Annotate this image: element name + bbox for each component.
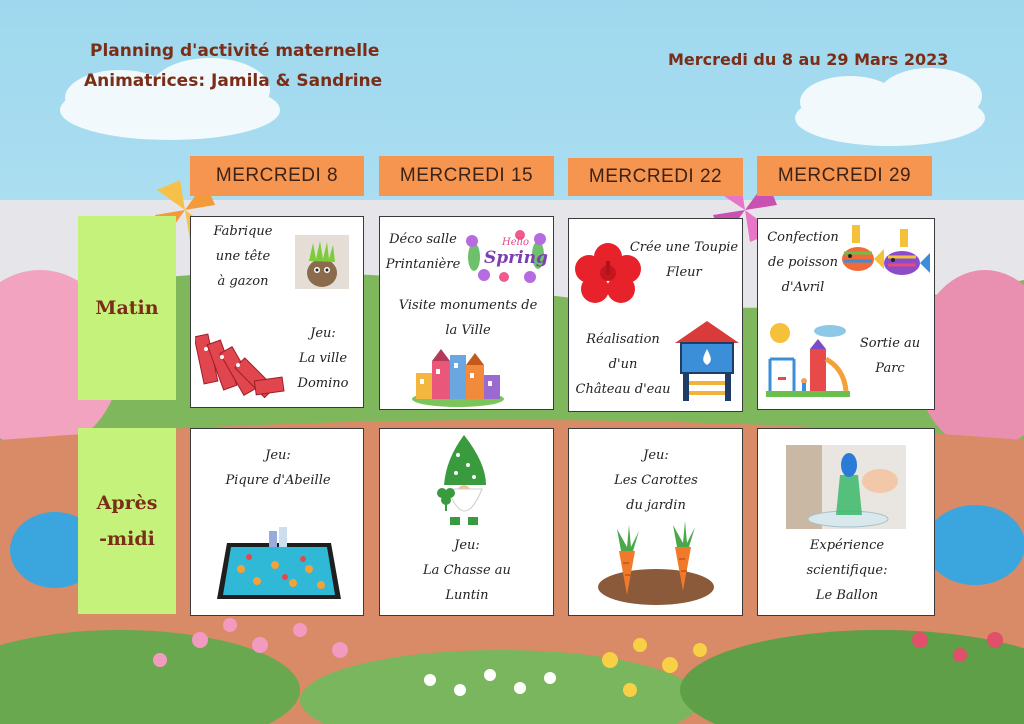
paper-fish-icon xyxy=(838,223,930,283)
morning-label: Matin xyxy=(95,297,159,319)
cell-afternoon-22 xyxy=(568,428,743,616)
title-line-1: Planning d'activité maternelle xyxy=(90,41,380,61)
cell-morning-29 xyxy=(757,218,935,410)
planning-title xyxy=(84,36,382,96)
activity-text: Confection de poisson d'Avril xyxy=(767,230,839,295)
row-label-afternoon xyxy=(78,428,176,614)
cell-afternoon-8 xyxy=(190,428,364,616)
cell-morning-8 xyxy=(190,216,364,408)
visit-text: Visite monuments de la Ville xyxy=(398,298,538,338)
experiment-text: Expérience scientifique: Le Ballon xyxy=(806,538,888,603)
town-icon xyxy=(410,345,506,407)
cell-afternoon-15 xyxy=(379,428,554,616)
hello-text: Hello xyxy=(502,237,530,248)
grass-head-photo-icon xyxy=(295,235,349,289)
balloon-experiment-photo-icon xyxy=(786,445,906,529)
activity-text: Fabrique une tête à gazon xyxy=(213,224,273,289)
game-text: Jeu: La ville Domino xyxy=(297,326,349,391)
cell-morning-15 xyxy=(379,216,554,410)
afternoon-label-2: -midi xyxy=(99,528,155,550)
day-header-22: MERCREDI 22 xyxy=(568,158,743,196)
day-header-29: MERCREDI 29 xyxy=(757,156,932,196)
day-header-15: MERCREDI 15 xyxy=(379,156,554,196)
row-label-morning xyxy=(78,216,176,400)
water-tower-icon xyxy=(673,319,741,403)
title-line-2: Animatrices: Jamila & Sandrine xyxy=(84,71,383,91)
activity-text: Déco salle Printanière xyxy=(385,232,461,272)
project-text: Réalisation d'un Château d'eau xyxy=(575,332,671,397)
game-text: Jeu: La Chasse au Luntin xyxy=(423,538,511,603)
carrots-icon xyxy=(595,521,717,607)
outing-text: Sortie au Parc xyxy=(859,336,921,376)
bee-game-icon xyxy=(217,525,341,605)
spring-text: Spring xyxy=(484,248,548,268)
cell-afternoon-29 xyxy=(757,428,935,616)
hello-spring-icon xyxy=(464,227,548,285)
playground-icon xyxy=(766,319,850,399)
date-range: Mercredi du 8 au 29 Mars 2023 xyxy=(668,50,949,69)
dominoes-icon xyxy=(195,327,285,403)
afternoon-label-1: Après xyxy=(96,492,158,514)
activity-text: Crée une Toupie Fleur xyxy=(629,240,739,280)
cell-morning-22 xyxy=(568,218,743,412)
game-text: Jeu: Piqure d'Abeille xyxy=(225,448,331,488)
day-header-8: MERCREDI 8 xyxy=(190,156,364,196)
gnome-icon xyxy=(428,433,502,529)
game-text: Jeu: Les Carottes du jardin xyxy=(614,448,698,513)
